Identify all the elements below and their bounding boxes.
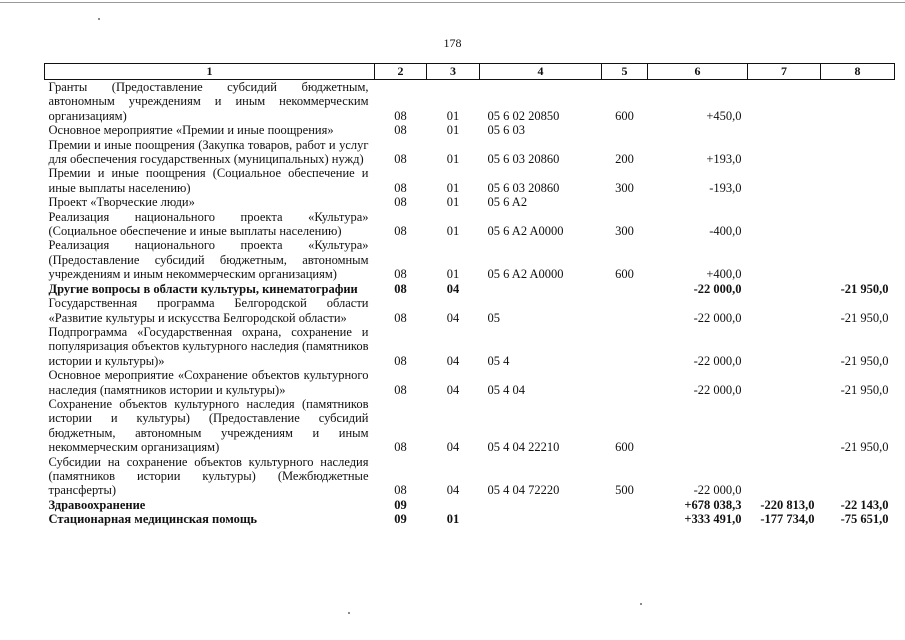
row-amount-col8 (821, 80, 895, 124)
table-row (45, 195, 895, 209)
row-section: 08 (394, 195, 407, 210)
table-row (45, 498, 895, 512)
table-body (45, 80, 895, 527)
row-expense-type (602, 195, 648, 209)
table-row (45, 296, 895, 325)
row-name: Государственная программа Белгородской области «Развитие культуры и искусства Белгородской области» (48, 296, 369, 325)
row-subsection: 04 (446, 281, 460, 296)
table-row (45, 238, 895, 281)
row-amount-col7 (748, 282, 821, 296)
row-expense-type (602, 123, 648, 137)
row-amount-col6: -400,0 (709, 224, 742, 239)
row-amount-col7 (748, 166, 821, 195)
row-target-article: 05 4 04 72220 (487, 483, 560, 498)
row-name: Основное мероприятие «Сохранение объектов культурного наследия (памятников истории и культуры)» (48, 368, 369, 397)
row-amount-col8: -21 950,0 (840, 281, 889, 296)
header-col-4: 4 (480, 64, 602, 80)
row-section: 08 (394, 267, 407, 282)
header-row (45, 64, 895, 80)
row-expense-type: 300 (615, 180, 634, 195)
row-amount-col7 (748, 455, 821, 498)
row-name: Основное мероприятие «Премии и иные поощрения» (48, 123, 334, 138)
row-name: Проект «Творческие люди» (48, 195, 195, 210)
row-subsection: 01 (446, 267, 460, 282)
row-amount-col7 (748, 368, 821, 397)
row-section: 08 (394, 483, 407, 498)
row-section: 08 (394, 152, 407, 167)
row-expense-type: 600 (615, 440, 634, 455)
table-row (45, 80, 895, 124)
row-name: Реализация национального проекта «Культура» (Предоставление субсидий бюджетным, автономным учреждениям и иным некоммерческим организациям) (48, 238, 369, 282)
row-target-article (480, 498, 602, 512)
row-amount-col8 (821, 166, 895, 195)
row-name: Стационарная медицинская помощь (48, 512, 258, 527)
row-amount-col7 (748, 296, 821, 325)
row-amount-col7 (748, 325, 821, 368)
row-section: 08 (394, 224, 407, 239)
scan-speck (98, 18, 100, 20)
row-amount-col6: -22 000,0 (693, 483, 742, 498)
row-amount-col6: +450,0 (706, 108, 742, 123)
row-amount-col7 (748, 80, 821, 124)
row-amount-col8: -22 143,0 (840, 497, 889, 512)
table-row (45, 210, 895, 239)
row-name: Сохранение объектов культурного наследия (памятников истории и культуры) (Предоставление субсидий бюджетным, автономным учреждениям и иным некоммерческим организациям) (48, 396, 369, 455)
header-col-8: 8 (821, 64, 895, 80)
row-target-article: 05 6 A2 A0000 (487, 267, 564, 282)
row-subsection: 04 (446, 382, 460, 397)
table-row (45, 282, 895, 296)
row-amount-col7 (748, 195, 821, 209)
row-section: 08 (394, 281, 407, 296)
row-name: Гранты (Предоставление субсидий бюджетным, автономным учреждениям и иным некоммерческим организациям) (48, 80, 369, 123)
row-section: 08 (394, 310, 407, 325)
header-col-5: 5 (602, 64, 648, 80)
row-expense-type (602, 325, 648, 368)
row-amount-col6: +400,0 (706, 267, 742, 282)
row-section: 08 (394, 108, 407, 123)
row-amount-col6 (648, 195, 748, 209)
row-expense-type: 600 (615, 108, 634, 123)
row-subsection: 01 (446, 195, 460, 210)
row-section: 08 (394, 353, 407, 368)
row-expense-type: 300 (615, 224, 634, 239)
row-target-article: 05 (487, 310, 500, 325)
row-expense-type (602, 282, 648, 296)
row-amount-col8 (821, 138, 895, 167)
table-row (45, 123, 895, 137)
row-target-article (480, 512, 602, 526)
row-name: Субсидии на сохранение объектов культурного наследия (памятников истории культуры) (Межбюджетные трансферты) (48, 454, 369, 498)
row-section: 08 (394, 123, 407, 138)
row-amount-col8: -21 950,0 (840, 440, 889, 455)
row-amount-col7 (748, 123, 821, 137)
row-amount-col6: -22 000,0 (693, 281, 742, 296)
row-amount-col7: -177 734,0 (760, 512, 815, 527)
row-amount-col8 (821, 195, 895, 209)
row-amount-col8 (821, 123, 895, 137)
row-amount-col8 (821, 455, 895, 498)
table-row (45, 512, 895, 526)
row-subsection: 01 (446, 123, 460, 138)
table-header (45, 64, 895, 80)
scan-speck (640, 603, 642, 605)
row-amount-col7 (748, 138, 821, 167)
row-amount-col6: -22 000,0 (693, 382, 742, 397)
row-section: 09 (394, 497, 407, 512)
header-col-2: 2 (375, 64, 427, 80)
table-row (45, 325, 895, 368)
top-border-line (0, 2, 905, 3)
row-subsection: 04 (446, 440, 460, 455)
header-col-3: 3 (427, 64, 480, 80)
row-subsection: 01 (446, 180, 460, 195)
header-col-7: 7 (748, 64, 821, 80)
row-subsection: 04 (446, 483, 460, 498)
row-amount-col6: +333 491,0 (684, 512, 742, 527)
table-row (45, 455, 895, 498)
row-amount-col7 (748, 210, 821, 239)
row-amount-col7 (748, 397, 821, 455)
row-name: Премии и иные поощрения (Социальное обеспечение и иные выплаты населению) (48, 166, 369, 195)
row-amount-col6: -193,0 (709, 180, 742, 195)
row-subsection: 01 (446, 512, 460, 527)
row-subsection: 01 (446, 224, 460, 239)
row-amount-col8 (821, 210, 895, 239)
row-expense-type: 600 (615, 267, 634, 282)
row-subsection: 04 (446, 353, 460, 368)
row-amount-col8: -21 950,0 (840, 310, 889, 325)
row-expense-type (602, 368, 648, 397)
row-amount-col6 (648, 123, 748, 137)
row-subsection: 01 (446, 152, 460, 167)
row-expense-type: 500 (615, 483, 634, 498)
row-amount-col7: -220 813,0 (760, 497, 815, 512)
row-target-article: 05 6 03 20860 (487, 152, 560, 167)
row-target-article: 05 4 (487, 353, 510, 368)
row-expense-type: 200 (615, 152, 634, 167)
row-target-article: 05 4 04 (487, 382, 525, 397)
table-row (45, 397, 895, 455)
row-section: 08 (394, 440, 407, 455)
row-subsection: 04 (446, 310, 460, 325)
row-target-article: 05 6 03 (487, 123, 525, 138)
row-amount-col6: -22 000,0 (693, 310, 742, 325)
scan-speck (348, 612, 350, 614)
row-name: Премии и иные поощрения (Закупка товаров, работ и услуг для обеспечения государственных (муниципальных) нужд) (48, 137, 369, 167)
row-target-article: 05 4 04 22210 (487, 440, 560, 455)
row-section: 08 (394, 382, 407, 397)
row-subsection: 01 (446, 108, 460, 123)
row-section: 08 (394, 180, 407, 195)
row-amount-col6: -22 000,0 (693, 353, 742, 368)
row-name: Здравоохранение (48, 497, 146, 512)
row-name: Подпрограмма «Государственная охрана, сохранение и популяризация объектов культурного наследия (памятников истории и культуры)» (48, 324, 369, 368)
table-row (45, 138, 895, 167)
row-expense-type (602, 498, 648, 512)
row-target-article: 05 6 03 20860 (487, 180, 560, 195)
row-subsection (427, 498, 480, 512)
row-target-article: 05 6 A2 (487, 195, 528, 210)
row-name: Реализация национального проекта «Культура» (Социальное обеспечение и иные выплаты населению) (48, 209, 369, 239)
row-name: Другие вопросы в области культуры, кинематографии (48, 281, 358, 296)
row-amount-col6: +193,0 (706, 152, 742, 167)
header-col-1: 1 (45, 64, 375, 80)
row-amount-col8 (821, 238, 895, 281)
row-amount-col6 (648, 397, 748, 455)
header-col-6: 6 (648, 64, 748, 80)
table-row (45, 368, 895, 397)
row-expense-type (602, 296, 648, 325)
row-amount-col6: +678 038,3 (684, 497, 742, 512)
row-amount-col8: -21 950,0 (840, 382, 889, 397)
row-target-article: 05 6 02 20850 (487, 108, 560, 123)
row-expense-type (602, 512, 648, 526)
row-amount-col7 (748, 238, 821, 281)
row-amount-col8: -21 950,0 (840, 353, 889, 368)
row-target-article (480, 282, 602, 296)
table-row (45, 166, 895, 195)
page-number: 178 (443, 36, 462, 50)
row-section: 09 (394, 512, 407, 527)
budget-table (44, 63, 895, 527)
row-amount-col8: -75 651,0 (840, 512, 889, 527)
row-target-article: 05 6 A2 A0000 (487, 224, 564, 239)
